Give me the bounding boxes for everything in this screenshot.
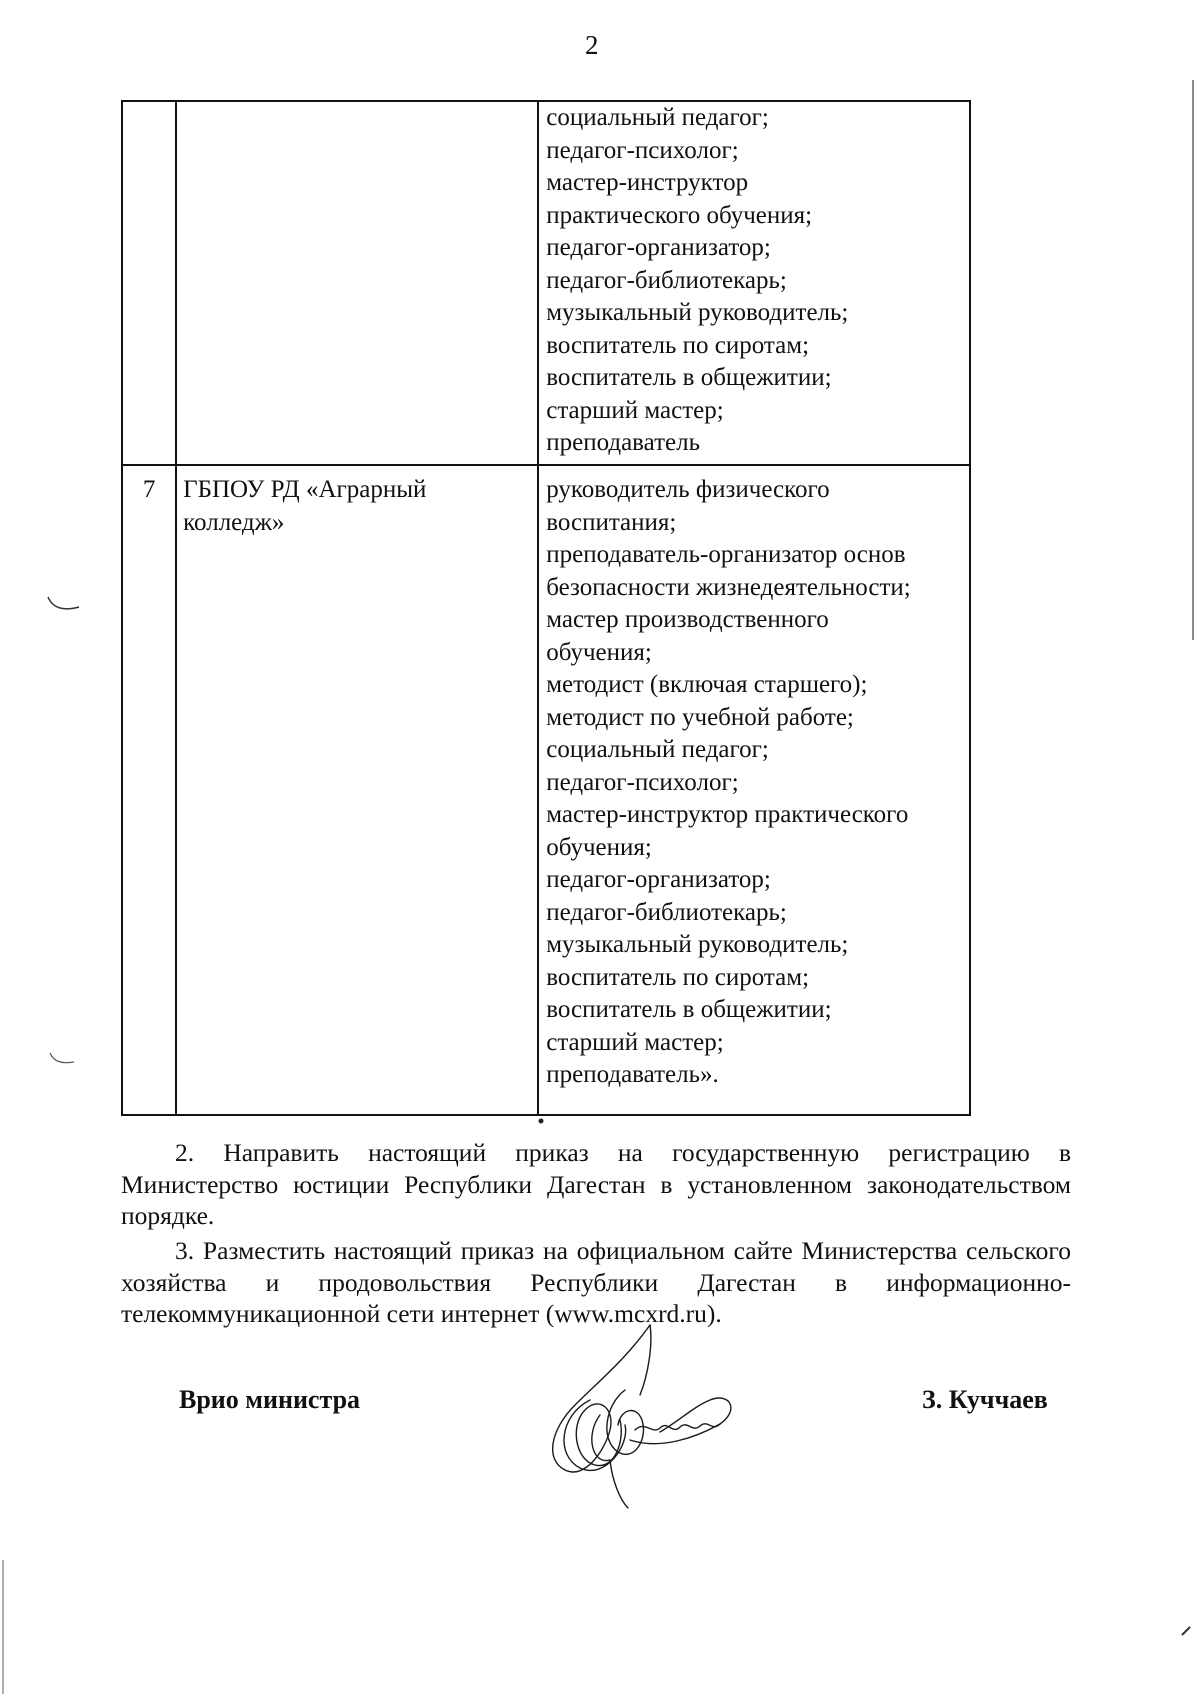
position-item: педагог-библиотекарь; bbox=[546, 898, 787, 926]
position-item: старший мастер; bbox=[546, 396, 724, 424]
positions-cell bbox=[538, 101, 970, 465]
position-item: педагог-организатор; bbox=[546, 866, 771, 893]
table-row bbox=[122, 101, 970, 465]
signatory-name: З. Куччаев bbox=[922, 1385, 1048, 1414]
position-item: воспитатель по сиротам; bbox=[546, 331, 810, 359]
position-item: мастер производственного bbox=[546, 606, 829, 633]
scan-artifact-icon bbox=[1180, 1625, 1192, 1637]
scan-edge-line-icon bbox=[0, 1560, 8, 1694]
organization-cell: ГБПОУ РД «Аграрный колледж» bbox=[176, 465, 538, 1115]
position-item: воспитания; bbox=[546, 508, 677, 536]
position-item: социальный педагог; bbox=[546, 104, 769, 131]
row-number-cell bbox=[122, 101, 176, 465]
position-item: обучения; bbox=[546, 833, 652, 861]
paragraph-3: 3. Разместить настоящий приказ на официальном сайте Министерства сельского хозяйства и продовольствия Республики Дагестан в информационно-телекоммуникационной сети интернет (www.mcxrd.ru). bbox=[121, 1236, 1071, 1328]
row-number-cell: 7 bbox=[122, 465, 176, 1115]
position-item: педагог-психолог; bbox=[546, 136, 739, 164]
positions-cell bbox=[538, 465, 970, 1115]
position-item: музыкальный руководитель; bbox=[546, 299, 849, 326]
organization-cell bbox=[176, 101, 538, 465]
position-item: практического обучения; bbox=[546, 201, 813, 229]
position-item: методист (включая старшего); bbox=[546, 671, 868, 698]
paragraph-2: 2. Направить настоящий приказ на государственную регистрацию в Министерство юстиции Республики Дагестан в установленном законодательством порядке. bbox=[121, 1138, 1071, 1230]
signatory-title: Врио министра bbox=[179, 1385, 361, 1414]
position-item: безопасности жизнедеятельности; bbox=[546, 573, 911, 601]
position-item: педагог-организатор; bbox=[546, 234, 771, 261]
scan-edge-line-icon bbox=[1188, 80, 1198, 640]
position-item: преподаватель bbox=[546, 429, 700, 456]
position-item: преподаватель». bbox=[546, 1061, 719, 1088]
position-item: музыкальный руководитель; bbox=[546, 931, 849, 958]
position-item: методист по учебной работе; bbox=[546, 703, 854, 731]
position-item: социальный педагог; bbox=[546, 736, 769, 763]
position-item: обучения; bbox=[546, 638, 652, 666]
position-item: старший мастер; bbox=[546, 1028, 724, 1056]
handwritten-signature bbox=[530, 1320, 750, 1510]
scan-dot-icon bbox=[537, 1117, 545, 1125]
scan-artifact-icon bbox=[45, 595, 85, 615]
scan-artifact-icon bbox=[48, 1050, 78, 1070]
position-item: воспитатель в общежитии; bbox=[546, 996, 832, 1023]
position-item: руководитель физического bbox=[546, 476, 830, 503]
position-item: педагог-библиотекарь; bbox=[546, 266, 787, 294]
position-item: мастер-инструктор bbox=[546, 169, 749, 196]
table-row bbox=[122, 465, 970, 1115]
position-item: педагог-психолог; bbox=[546, 768, 739, 796]
position-item: воспитатель в общежитии; bbox=[546, 364, 832, 391]
positions-table bbox=[121, 100, 971, 1116]
position-item: мастер-инструктор практического bbox=[546, 801, 909, 828]
page-number: 2 bbox=[585, 30, 599, 60]
position-item: преподаватель-организатор основ bbox=[546, 541, 906, 568]
position-item: воспитатель по сиротам; bbox=[546, 963, 810, 991]
